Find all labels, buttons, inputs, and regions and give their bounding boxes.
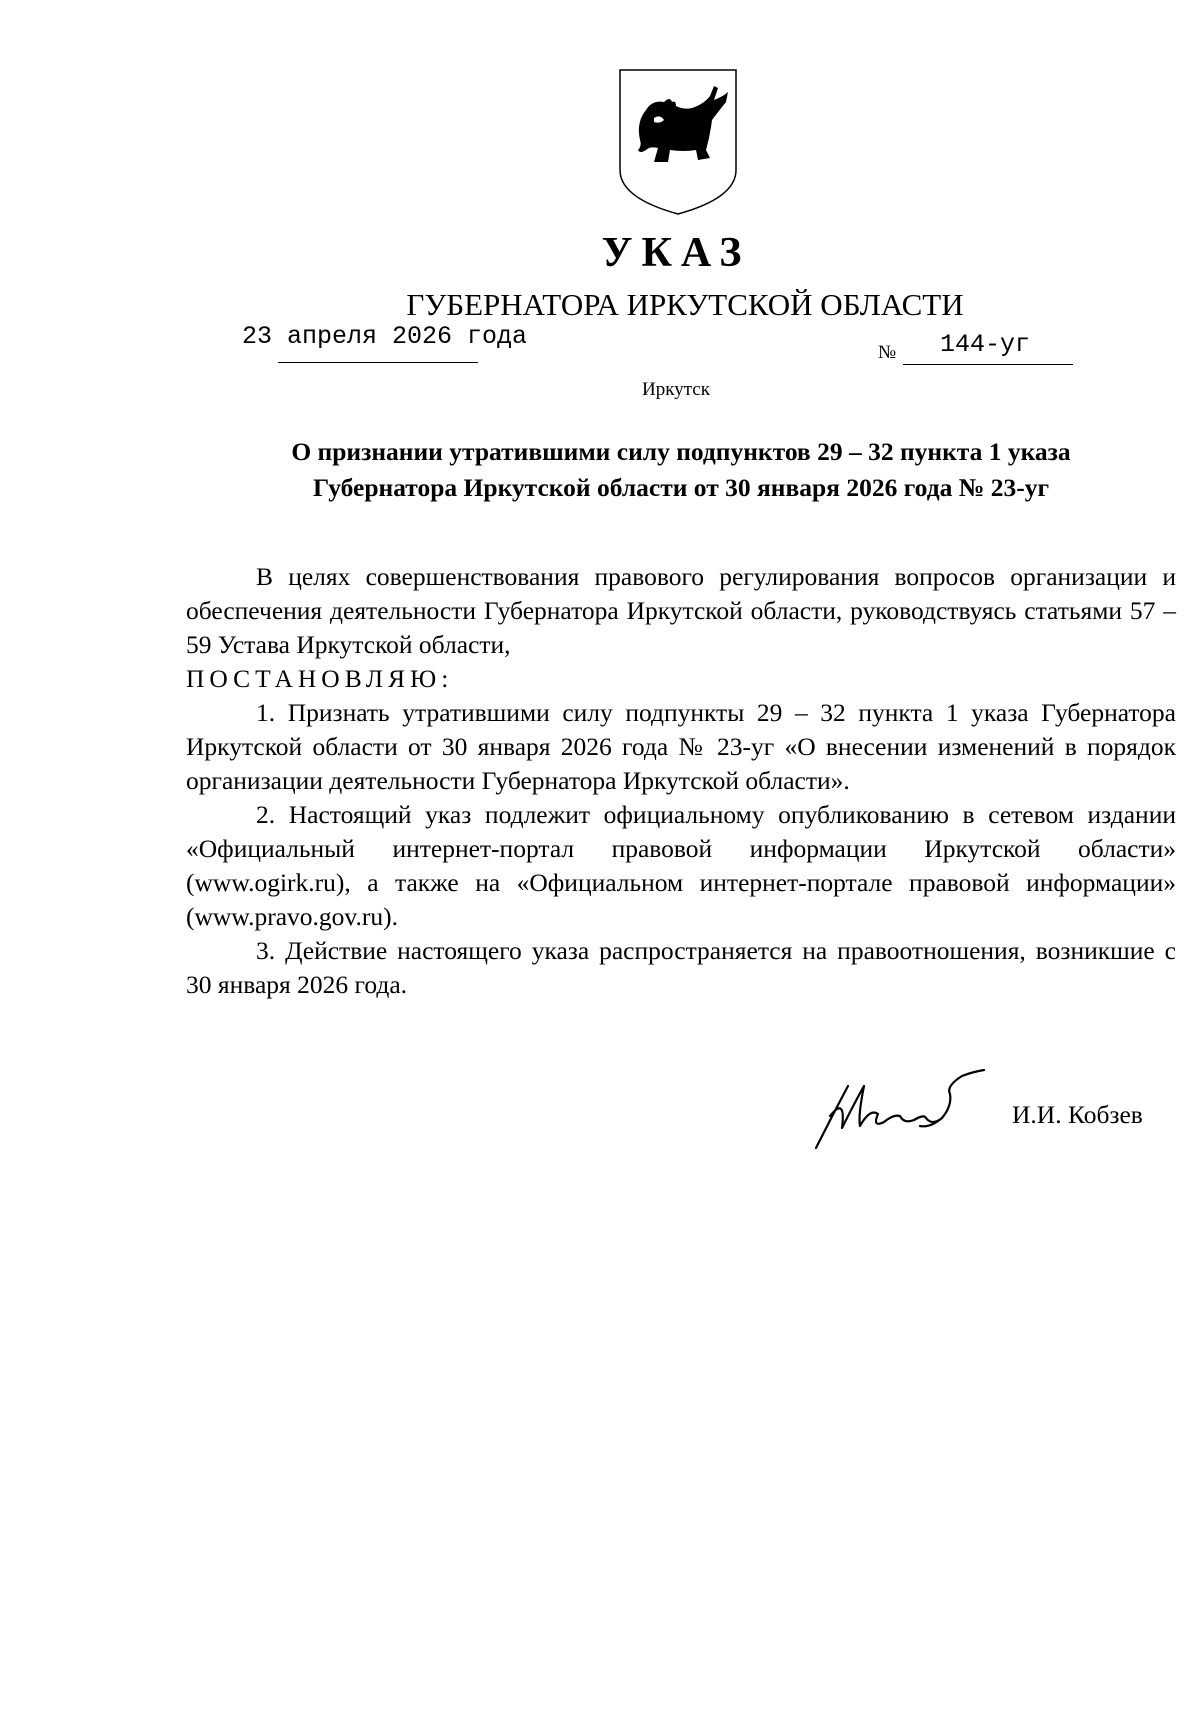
signer-name: И.И. Кобзев bbox=[1012, 1100, 1143, 1129]
date-underline bbox=[278, 362, 478, 363]
item-3-paragraph: 3. Действие настоящего указа распространяется на правоотношения, возникшие с 30 января 2026 года. bbox=[186, 936, 1176, 999]
decree-date: 23 апреля 2026 года bbox=[242, 322, 528, 351]
item-2-paragraph: 2. Настоящий указ подлежит официальному опубликованию в сетевом издании «Официальный интернет-портал правовой информации Иркутской области» (www.ogirk.ru), а также на «Официальном интернет-портале правовой информации» (www.pravo.gov.ru). bbox=[186, 800, 1176, 931]
document-body bbox=[186, 560, 1176, 1002]
heading-line-2: Губернатора Иркутской области от 30 января 2026 года № 23-уг bbox=[312, 473, 1050, 502]
coat-of-arms-icon bbox=[614, 66, 742, 218]
decree-number: 144-уг bbox=[940, 330, 1031, 359]
heading-line-1: О признании утратившими силу подпунктов 29 – 32 пункта 1 указа bbox=[291, 437, 1071, 466]
decree-word: ПОСТАНОВЛЯЮ: bbox=[186, 664, 454, 693]
preamble-paragraph: В целях совершенствования правового регулирования вопросов организации и обеспечения деятельности Губернатора Иркутской области, руководствуясь статьями 57 – 59 Устава Иркутской области, bbox=[186, 562, 1176, 659]
number-underline bbox=[903, 364, 1073, 365]
document-heading bbox=[186, 434, 1176, 506]
item-1-paragraph: 1. Признать утратившими силу подпункты 29 – 32 пункта 1 указа Губернатора Иркутской области от 30 января 2026 года № 23-уг «О внесении изменений в порядок организации деятельности Губернатора Иркутской области». bbox=[186, 698, 1176, 795]
handwritten-signature-icon bbox=[812, 1066, 992, 1150]
decree-title: УКАЗ bbox=[601, 230, 751, 276]
number-sign: № bbox=[878, 342, 897, 363]
authority-name: ГУБЕРНАТОРА ИРКУТСКОЙ ОБЛАСТИ bbox=[406, 287, 964, 322]
city-name: Иркутск bbox=[642, 379, 710, 400]
